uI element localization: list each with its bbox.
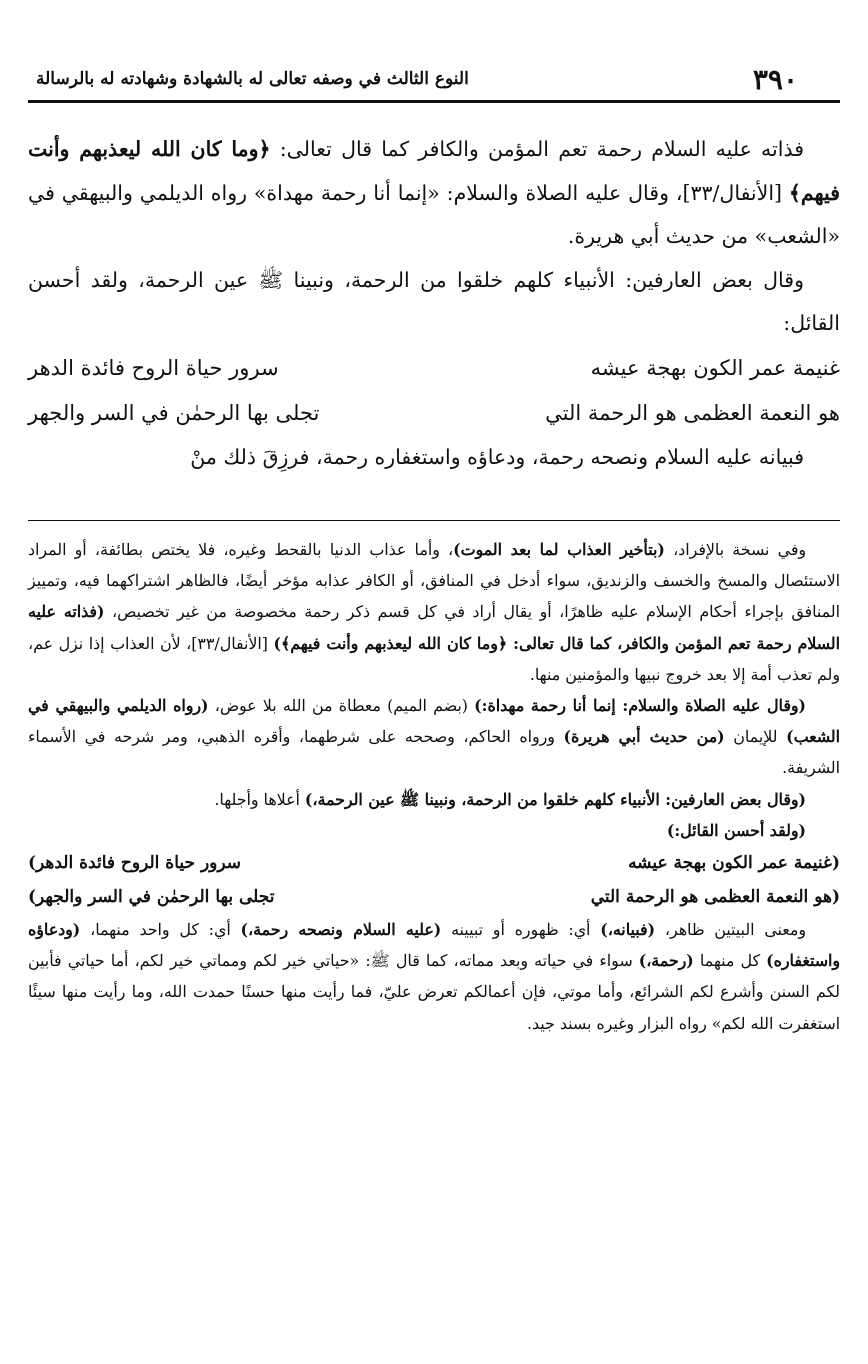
commentary-span: (بضم الميم) معطاة من الله بلا عوض، — [208, 696, 475, 716]
poem-verse-1 — [28, 346, 840, 391]
commentary-span: ومعنى البيتين ظاهر، — [655, 920, 806, 940]
running-title: النوع الثالث في وصفه تعالى له بالشهادة وشهادته له بالرسالة — [36, 69, 469, 89]
commentary-span: ورواه الحاكم، وصححه على شرطهما، وأقره الذهبي، ومر شرحه في الأسماء الشريفة. — [28, 727, 840, 778]
page-header — [28, 58, 840, 103]
commentary-span: للإيمان — [724, 727, 787, 747]
verse-hemistich-first: هو النعمة العظمى هو الرحمة التي — [545, 400, 840, 425]
commentary-span: سواء في حياته وبعد مماته، كما قال ﷺ: «حياتي خير لكم ومماتي خير لكم، أما حياتي فأبين لكم السنن وأشرع لكم الشرائع، وأما موتي، فإن أعمالكم تعرض عليّ، فما رأيت منها حسنًا حمدت الله، وما رأيت منها سيئًا استغفرت الله لكم» رواه البزار وغيره بسند جيد. — [28, 951, 840, 1033]
main-text-span: [الأنفال/٣٣]، وقال عليه الصلاة والسلام: «إنما أنا رحمة مهداة» رواه الديلمي والبيهقي في «الشعب» من حديث أبي هريرة. — [28, 180, 840, 248]
main-paragraph-2: وقال بعض العارفين: الأنبياء كلهم خلقوا من الرحمة، ونبينا ﷺ عين الرحمة، ولقد أحسن القائل: — [28, 267, 840, 335]
commentary-verse-2 — [28, 880, 840, 914]
main-text — [28, 128, 840, 479]
main-paragraph-1 — [28, 128, 840, 259]
commentary-verse-1 — [28, 846, 840, 880]
matn-quote: (وقال عليه الصلاة والسلام: إنما أنا رحمة مهداة:) — [474, 696, 806, 716]
verse-hemistich-first: (غنيمة عمر الكون بهجة عيشه — [628, 853, 840, 874]
commentary-span: وفي نسخة بالإفراد، — [664, 540, 807, 559]
matn-quote: (ودعاؤه واستغفاره) — [28, 920, 840, 971]
matn-quote: (فبيانه،) — [600, 920, 656, 940]
main-text-span: فذاته عليه السلام رحمة تعم المؤمن والكافر كما قال تعالى: — [270, 137, 804, 161]
footnote-divider — [28, 520, 840, 521]
quran-quote: ﴿وما كان الله ليعذبهم وأنت فيهم﴾ — [28, 137, 840, 205]
verse-hemistich-first: (هو النعمة العظمى هو الرحمة التي — [590, 887, 840, 908]
commentary-paragraph-1 — [28, 534, 840, 690]
verse-hemistich-first: غنيمة عمر الكون بهجة عيشه — [590, 355, 840, 380]
matn-quote: (رواه الديلمي والبيهقي في الشعب) — [28, 696, 840, 747]
commentary-span: ، وأما عذاب الدنيا بالقحط وغيره، فلا يختص بطائفة، أو المراد الاستئصال والمسخ والخسف والزنديق، سواء أدخل في المنافق، أو الكافر عذابه مؤخر أيضًا، فالظاهر اشتراكهما فيه، وتمييز المنافق بإجراء أحكام الإسلام عليه ظاهرًا، أو يقال أراد في كل قسم ذكر رحمة مخصوصة من غير تخصيص، — [28, 540, 840, 622]
matn-quote: (بتأخير العذاب لما بعد الموت) — [453, 540, 665, 559]
commentary-paragraph-3 — [28, 784, 840, 815]
commentary-span: كل منهما — [693, 951, 767, 971]
page-number: ٣٩٠ — [752, 62, 798, 96]
commentary-paragraph-2 — [28, 690, 840, 784]
poem-verse-2 — [28, 391, 840, 436]
verse-hemistich-second: تجلى بها الرحمٰن في السر والجهر — [28, 400, 320, 425]
commentary-span: أي: كل واحد منهما، — [80, 920, 241, 940]
commentary-span: أي: ظهوره أو تبيينه — [441, 920, 601, 940]
verse-hemistich-second: سرور حياة الروح فائدة الدهر — [28, 355, 279, 380]
verse-hemistich-second: تجلى بها الرحمٰن في السر والجهر) — [28, 887, 275, 908]
commentary — [28, 534, 840, 1039]
commentary-span: [الأنفال/٣٣]، لأن العذاب إذا نزل عم، ولم تعذب أمة إلا بعد خروج نبيها والمؤمنين منها. — [28, 633, 840, 684]
commentary-paragraph-5 — [28, 914, 840, 1039]
main-paragraph-3: فبيانه عليه السلام ونصحه رحمة، ودعاؤه واستغفاره رحمة، فرزِقَ ذلك منْ — [190, 444, 804, 469]
commentary-span: أعلاها وأجلها. — [214, 789, 305, 809]
verse-hemistich-second: سرور حياة الروح فائدة الدهر) — [28, 853, 241, 874]
matn-quote: (عليه السلام ونصحه رحمة،) — [240, 920, 442, 940]
matn-quote: (وقال بعض العارفين: الأنبياء كلهم خلقوا من الرحمة، ونبينا ﷺ عين الرحمة،) — [304, 789, 806, 809]
matn-quote: (فذاته عليه السلام رحمة تعم المؤمن والكافر، كما قال تعالى: ﴿وما كان الله ليعذبهم وأنت فيهم﴾) — [28, 602, 840, 653]
matn-quote: (من حديث أبي هريرة) — [563, 727, 725, 747]
matn-quote: (رحمة،) — [638, 951, 694, 971]
commentary-paragraph-4: (ولقد أحسن القائل:) — [666, 820, 806, 840]
